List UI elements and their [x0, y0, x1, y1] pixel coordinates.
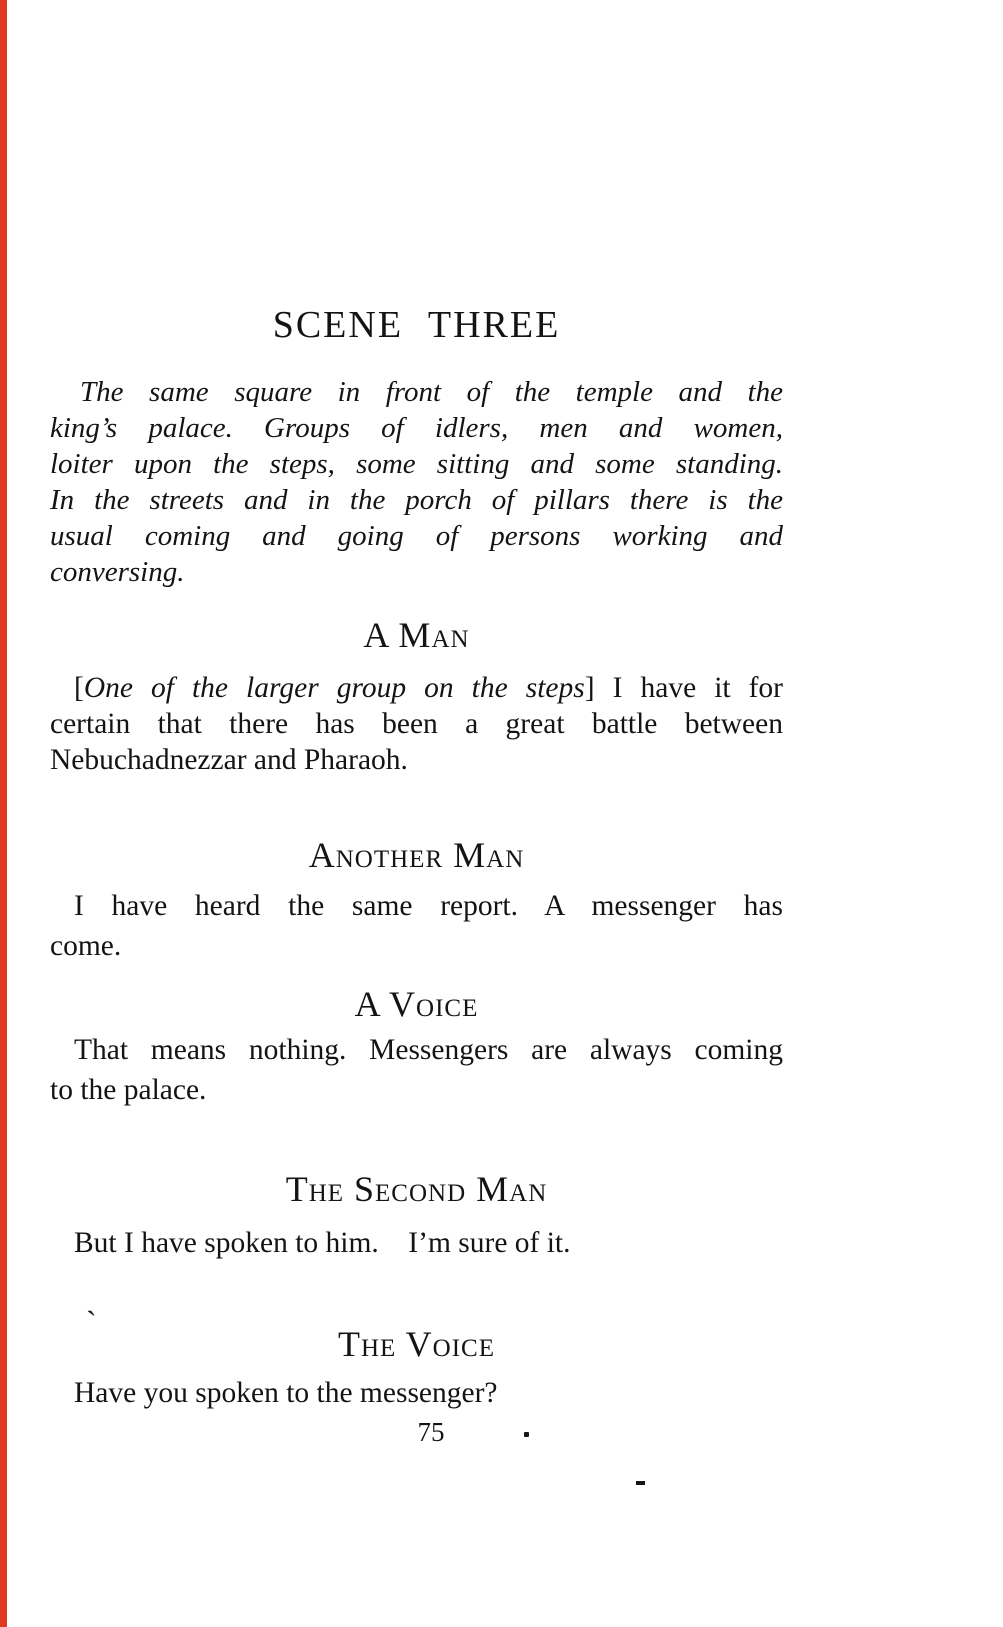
- stage-direction-line-1: The same square in front of the temple and the: [80, 376, 783, 408]
- scene-title: SCENE THREE: [272, 304, 561, 346]
- speech-line: to the palace.: [50, 1074, 207, 1106]
- stage-direction-line-3: loiter upon the steps, some sitting and some standing.: [50, 448, 783, 480]
- page-number: 75: [417, 1417, 445, 1447]
- stray-grave-mark: `: [86, 1304, 97, 1340]
- speaker-heading-another-man: Another Man: [308, 835, 525, 875]
- speaker-heading-a-man: A Man: [363, 615, 470, 655]
- bracket-open: [: [74, 672, 84, 704]
- inline-stage-note: One of the larger group on the steps: [83, 672, 585, 704]
- speech-another-man: [50, 886, 783, 966]
- stray-dash-mark: [636, 1481, 645, 1485]
- stage-direction-line-4: In the streets and in the porch of pillars there is the: [50, 484, 783, 516]
- speaker-heading-second-man: The Second Man: [285, 1169, 548, 1209]
- speech-a-voice: [50, 1030, 783, 1110]
- speech-line: Have you spoken to the messenger?: [74, 1377, 498, 1409]
- stage-direction-line-5: usual coming and going of persons working and: [50, 520, 783, 552]
- speech-line: Nebuchadnezzar and Pharaoh.: [50, 744, 408, 776]
- stage-direction-line-6: conversing.: [50, 556, 185, 588]
- speaker-heading-the-voice: The Voice: [338, 1324, 495, 1364]
- speech-the-voice: [50, 1375, 783, 1411]
- speech-line: That means nothing. Messengers are always coming: [74, 1034, 783, 1066]
- speech-text: ] I have it for: [584, 672, 784, 704]
- red-edge-stripe: [0, 0, 7, 1627]
- speech-a-man: [50, 670, 783, 778]
- speaker-heading-a-voice: A Voice: [354, 984, 479, 1024]
- speech-second-man: [50, 1225, 783, 1261]
- stage-direction: [50, 374, 783, 590]
- speech-line: [50, 670, 783, 706]
- stray-dot-mark: [524, 1432, 529, 1437]
- stage-direction-line-2: king’s palace. Groups of idlers, men and women,: [50, 412, 783, 444]
- speech-line: certain that there has been a great battle between: [50, 708, 783, 740]
- speech-line: I have heard the same report. A messenger has: [74, 890, 783, 922]
- speech-line: come.: [50, 930, 122, 962]
- speech-line: But I have spoken to him. I’m sure of it.: [74, 1227, 571, 1259]
